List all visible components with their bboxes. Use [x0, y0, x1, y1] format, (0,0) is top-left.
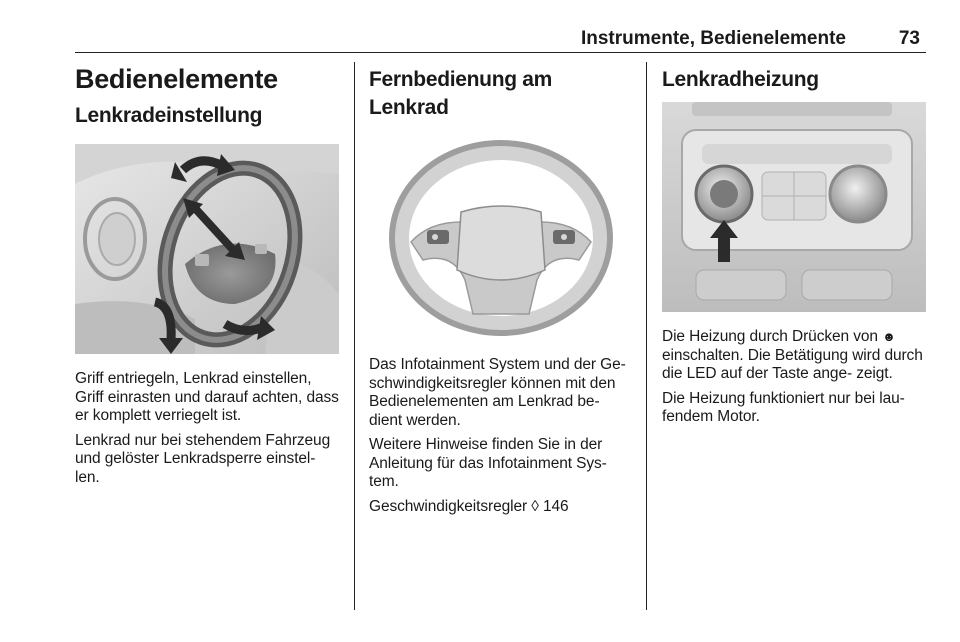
paragraph-text: einschalten. Die Betätigung wird durch die LED auf der Taste ange- zeigt. [662, 346, 923, 382]
steering-adjustment-illustration [75, 144, 339, 354]
page-header [75, 28, 926, 52]
paragraph-text: Die Heizung durch Drücken von [662, 328, 878, 345]
paragraph: Die Heizung funktioniert nur bei lau- fendem Motor. [662, 389, 905, 425]
column-divider [646, 62, 647, 610]
paragraph: Griff entriegeln, Lenkrad einstellen, Griff einrasten und darauf achten, dass er komplett verriegelt ist. [75, 370, 339, 424]
paragraph: Weitere Hinweise finden Sie in der Anleitung für das Infotainment Sys- tem. [369, 436, 607, 490]
column-steering-remote [369, 62, 633, 516]
page-number: 73 [898, 28, 920, 49]
paragraph: Lenkrad nur bei stehendem Fahrzeug und gelöster Lenkradsperre einstel- len. [75, 431, 331, 486]
column-steering-adjustment [75, 62, 341, 487]
column-steering-heating [662, 62, 926, 427]
heated-steering-wheel-icon: ☻ [882, 329, 896, 344]
section-heading: Lenkradheizung [662, 68, 819, 91]
section-title: Instrumente, Bedienelemente [580, 28, 846, 49]
cross-reference: Geschwindigkeitsregler ◊ 146 [369, 497, 569, 515]
heating-button-illustration [662, 102, 926, 312]
column-divider [354, 62, 355, 610]
section-heading: Fernbedienung am Lenkrad [369, 68, 553, 119]
section-heading: Lenkradeinstellung [75, 104, 263, 127]
chapter-heading: Bedienelemente [75, 64, 278, 94]
header-rule [75, 52, 926, 53]
paragraph [662, 328, 926, 384]
paragraph: Das Infotainment System und der Ge- schwindigkeitsregler können mit den Bedienelementen am Lenkrad be- dient werden. [369, 356, 626, 429]
steering-wheel-illustration [369, 130, 633, 340]
